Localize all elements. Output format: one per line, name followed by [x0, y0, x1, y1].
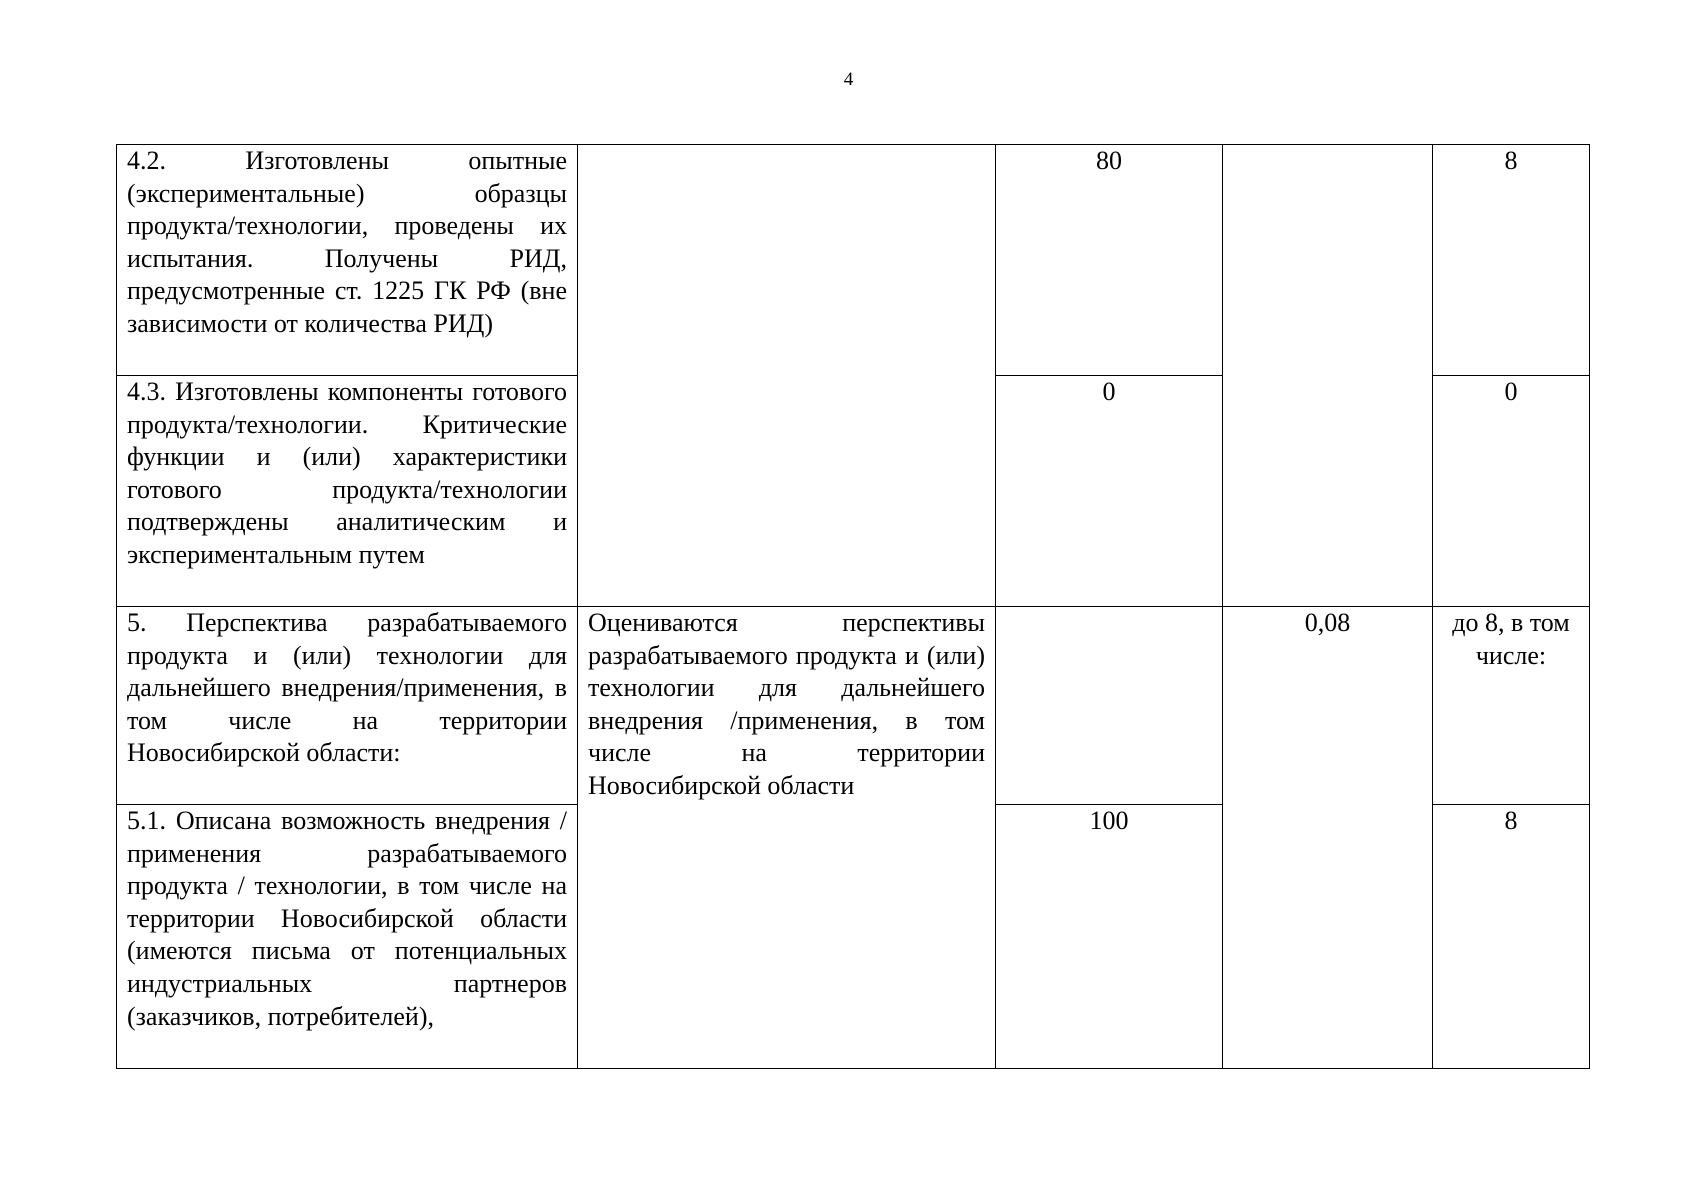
percent-value: 100 [1089, 806, 1129, 835]
description-text: Оцениваются перспективы разрабатываемого продукта и (или) технологии для дальнейшего внедрения /применения, в том числе на территории Новосибирской области [588, 608, 985, 800]
criterion-cell [117, 805, 578, 1069]
weight-cell [1223, 607, 1433, 1069]
criterion-text: 4.3. Изготовлены компоненты готового продукта/технологии. Критические функции и (или) характеристики готового продукта/технологии подтверждены аналитическим и экспериментальным путем [127, 377, 567, 569]
criterion-text: 5.1. Описана возможность внедрения / применения разрабатываемого продукта / технологии, в том числе на территории Новосибирской области (имеются письма от потенциальных индустриальных партнеров (заказчиков, потребителей), [127, 806, 567, 1031]
percent-cell-empty [996, 607, 1223, 805]
score-value: 8 [1504, 806, 1518, 835]
criterion-cell [117, 376, 578, 607]
percent-cell [996, 376, 1223, 607]
score-cell [1433, 376, 1590, 607]
description-cell [578, 607, 996, 1069]
percent-value: 80 [1096, 146, 1122, 175]
percent-cell [996, 145, 1223, 376]
score-cell [1433, 145, 1590, 376]
table-row [117, 607, 1590, 805]
score-cell [1433, 607, 1590, 805]
criteria-table [116, 144, 1590, 1069]
table-row [117, 145, 1590, 376]
criterion-text: 5. Перспектива разрабатываемого продукта и (или) технологии для дальнейшего внедрения/применения, в том числе на территории Новосибирской области: [127, 608, 567, 768]
weight-value: 0,08 [1304, 608, 1351, 637]
percent-cell [996, 805, 1223, 1069]
score-value: 0 [1504, 377, 1518, 406]
score-cell [1433, 805, 1590, 1069]
description-cell-empty [578, 145, 996, 607]
criterion-cell [117, 607, 578, 805]
criterion-cell [117, 145, 578, 376]
weight-cell-empty [1223, 145, 1433, 607]
score-value: 8 [1504, 146, 1518, 175]
score-value: до 8, в том числе: [1452, 608, 1570, 670]
percent-value: 0 [1102, 377, 1116, 406]
page-number: 4 [843, 69, 854, 90]
criterion-text: 4.2. Изготовлены опытные (экспериментальные) образцы продукта/технологии, проведены их испытания. Получены РИД, предусмотренные ст. 1225 ГК РФ (вне зависимости от количества РИД) [127, 146, 567, 338]
